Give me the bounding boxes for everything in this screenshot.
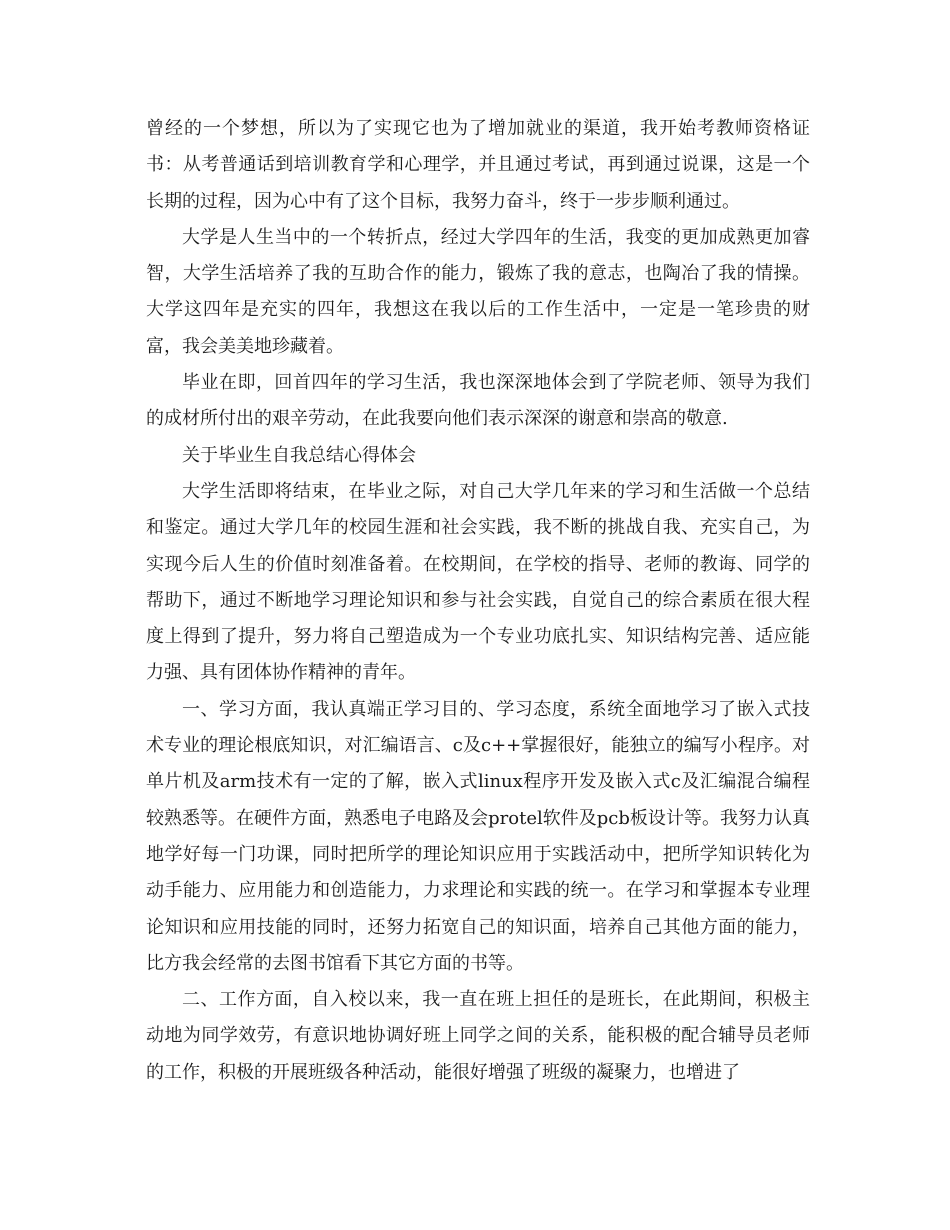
section-heading: 关于毕业生自我总结心得体会: [182, 444, 416, 466]
paragraph-work-aspect: 二、工作方面，自入校以来，我一直在班上担任的是班长，在此期间，积极主动地为同学效劳，有意识地协调好班上同学之间的关系，能积极的配合辅导员老师的工作，积极的开展班级各种活动，能很好增强了班级的凝聚力，也增进了: [146, 989, 810, 1083]
paragraph-university-turning-point: 大学是人生当中的一个转折点，经过大学四年的生活，我变的更加成熟更加睿智，大学生活培养了我的互助合作的能力，锻炼了我的意志，也陶冶了我的情操。大学这四年是充实的四年，我想这在我以后的工作生活中，一定是一笔珍贵的财富，我会美美地珍藏着。: [146, 226, 810, 357]
paragraph-teacher-certificate-continued: 曾经的一个梦想，所以为了实现它也为了增加就业的渠道，我开始考教师资格证书：从考普通话到培训教育学和心理学，并且通过考试，再到通过说课，这是一个长期的过程，因为心中有了这个目标，我努力奋斗，终于一步步顺利通过。: [146, 118, 810, 212]
document-body: [146, 111, 810, 1091]
paragraph-graduation-thanks: 毕业在即，回首四年的学习生活，我也深深地体会到了学院老师、领导为我们的成材所付出的艰辛劳动，在此我要向他们表示深深的谢意和崇高的敬意.: [146, 372, 810, 430]
paragraph-summary-intro: 大学生活即将结束，在毕业之际，对自己大学几年来的学习和生活做一个总结和鉴定。通过大学几年的校园生涯和社会实践，我不断的挑战自我、充实自己，为实现今后人生的价值时刻准备着。在校期间，在学校的指导、老师的教诲、同学的帮助下，通过不断地学习理论知识和参与社会实践，自觉自己的综合素质在很大程度上得到了提升，努力将自己塑造成为一个专业功底扎实、知识结构完善、适应能力强、具有团体协作精神的青年。: [146, 480, 810, 684]
paragraph-study-aspect: 一、学习方面，我认真端正学习目的、学习态度，系统全面地学习了嵌入式技术专业的理论根底知识，对汇编语言、c及c++掌握很好，能独立的编写小程序。对单片机及arm技术有一定的了解，嵌入式linux程序开发及嵌入式c及汇编混合编程较熟悉等。在硬件方面，熟悉电子电路及会protel软件及pcb板设计等。我努力认真地学好每一门功课，同时把所学的理论知识应用于实践活动中，把所学知识转化为动手能力、应用能力和创造能力，力求理论和实践的统一。在学习和掌握本专业理论知识和应用技能的同时，还努力拓宽自己的知识面，培养自己其他方面的能力，比方我会经常的去图书馆看下其它方面的书等。: [146, 698, 810, 974]
